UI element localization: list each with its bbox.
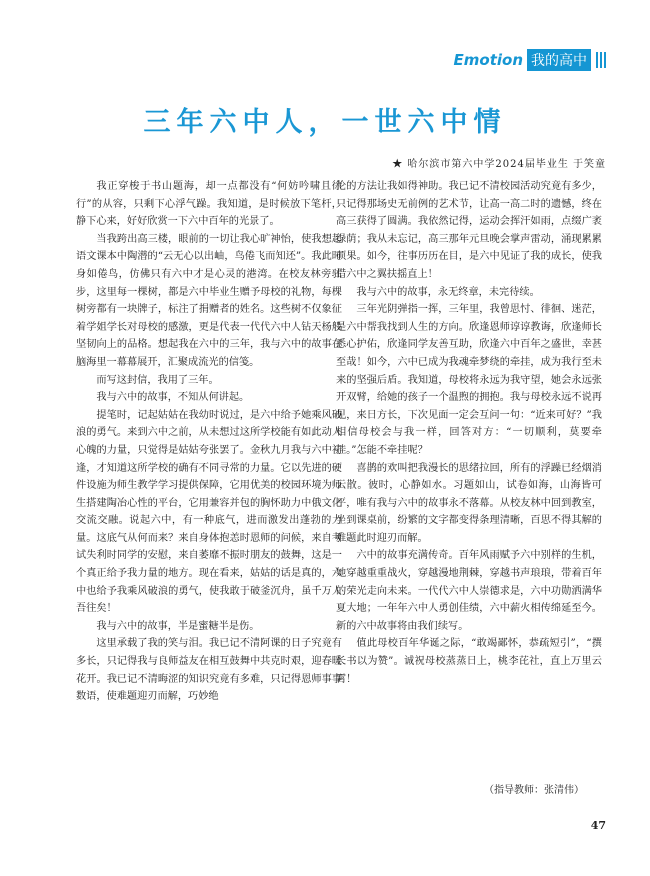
body-paragraph: 我正穿梭于书山题海，却一点都没有“何妨吟啸且徐行”的从容，只剩下心浮气躁。我知道，是时候放下笔杆，静下心来，好好欣赏一下六中百年的光景了。 <box>76 181 342 228</box>
section-label-english: Emotion <box>453 51 523 69</box>
body-paragraph: 六中的故事充满传奇。百年风雨赋予六中别样的生机，她穿越重重战火，穿越漫地荆棘，穿越书声琅琅，带着百年的荣光走向未来。一代代六中人崇德求是，六中功勋洒满华夏大地；一年年六中人勇创佳绩，六中薪火相传绵延至今。新的六中故事将由我们续写。 <box>336 550 602 632</box>
body-paragraph: 三年光阴弹指一挥，三年里，我曾思忖、徘徊、迷茫，是六中帮我找到人生的方向。欣逢恩师谆谆教诲，欣逢师长悉心护佑，欣逢同学友善互助，欣逢六中百年之盛世，幸甚至哉！如今，六中已成为我魂牵梦绕的牵挂，成为我行至未来的坚强后盾。我知道，母校将永远为我守望，她会永远张开双臂，给她的孩子一个温煦的拥抱。我与母校永远不说再见，来日方长，下次见面一定会互问一句：“近来可好？”我相信母校会与我一样，回答对方：“一切顺利，莫要牵挂。”怎能不牵挂呢？ <box>336 304 602 456</box>
body-paragraph: 值此母校百年华诞之际，“敢竭鄙怀，恭疏短引”，“撰长书以为赞”。诚祝母校蒸蒸日上，桃李芘社，直上万里云霄！ <box>336 638 602 685</box>
body-paragraph: 当我跨出高三楼，眼前的一切让我心旷神怡，使我想起语文课本中陶潜的“云无心以出岫，鸟倦飞而知还”。我此时身如倦鸟，仿佛只有六中才是心灵的港湾。在校友林旁驻步，这里每一棵树，都是六中毕业生赠予母校的礼物，每棵树旁都有一块牌子，标注了捐赠者的姓名。这些树不仅象征着学姐学长对母校的感激，更是代表一代代六中人钻天杨般坚韧向上的品格。想起我在六中的三年，我与六中的故事在脑海里一幕幕展开，汇聚成流光的信笺。 <box>76 233 342 368</box>
article-title: 三年六中人，一世六中情 <box>143 107 507 138</box>
body-paragraph: 这里承载了我的笑与泪。我已记不清阿课的日子究竟有多长，只记得我与良师益友在相互鼓舞中共克时艰，迎春暖花开。我已记不清晦涩的知识究竟有多难，只记得恩师事事数语，使难题迎刃而解，巧妙绝 <box>76 638 342 703</box>
body-paragraph: 我与六中的故事，半是蜜糖半是伤。 <box>96 620 260 632</box>
page-number: 47 <box>590 819 606 832</box>
body-paragraph: 而写这封信，我用了三年。 <box>96 374 219 386</box>
body-paragraph: 伦的方法让我如得神助。我已记不清校园活动究竟有多少，只记得那场史无前例的艺术节，让高一高二时的遗憾，终在高三获得了圆满。我依然记得，运动会挥汗如雨，点缀广袤绿荫；我从未忘记，高三那年元旦晚会掌声雷动，涌现累累硕果。如今，往事历历在目，是六中见证了我的成长，使我借六中之翼扶摇直上！ <box>336 181 602 280</box>
section-header <box>454 50 606 70</box>
section-label-chinese: 我的高中 <box>527 49 591 71</box>
header-bars-decoration <box>594 52 606 68</box>
body-paragraph: 提笔时，记起姑姑在我幼时说过，是六中给予她乘风破浪的勇气。来到六中之前，从未想过这所学校能有如此动人心魄的力量，只觉得是姑姑夸张罢了。金秋九月我与六中初逢，才知道这所学校的确有不同寻常的力量。它以先进的硬件设施为师生教学学习提供保障，它用优美的校园环境为师生搭建陶冶心性的平台，它用兼容并包的胸怀助力中俄文化交流交融。说起六中，有一种底气，进而激发出蓬勃的力量。这底气从何而来？来自身体抱恙时恩师的问候，来自考试失利时同学的安慰，来自萎靡不振时朋友的鼓舞，这是一个真正给予我力量的地方。现在看来，姑姑的话是真的，六中也给予我乘风破浪的勇气，使我敢于破釜沉舟，虽千万人吾往矣！ <box>76 409 342 615</box>
body-paragraph: 喜鹊的欢叫把我漫长的思绪拉回，所有的浮躁已经烟消云散。彼时，心静如水。习题如山，试卷如海，山海皆可平，唯有我与六中的故事永不落幕。从校友林中回到教室，坐到课桌前，纷繁的文字都变得条理清晰，百思不得其解的难题此时迎刃而解。 <box>336 462 602 544</box>
advisor-credit: （指导教师：张清伟） <box>484 785 584 796</box>
right-column <box>336 178 602 688</box>
left-column <box>76 178 342 706</box>
author-byline: ★ 哈尔滨市第六中学2024届毕业生 于笑童 <box>392 159 606 170</box>
body-paragraph: 我与六中的故事，不知从何讲起。 <box>96 392 250 404</box>
body-paragraph: 我与六中的故事，永无终章，未完待续。 <box>356 286 540 298</box>
